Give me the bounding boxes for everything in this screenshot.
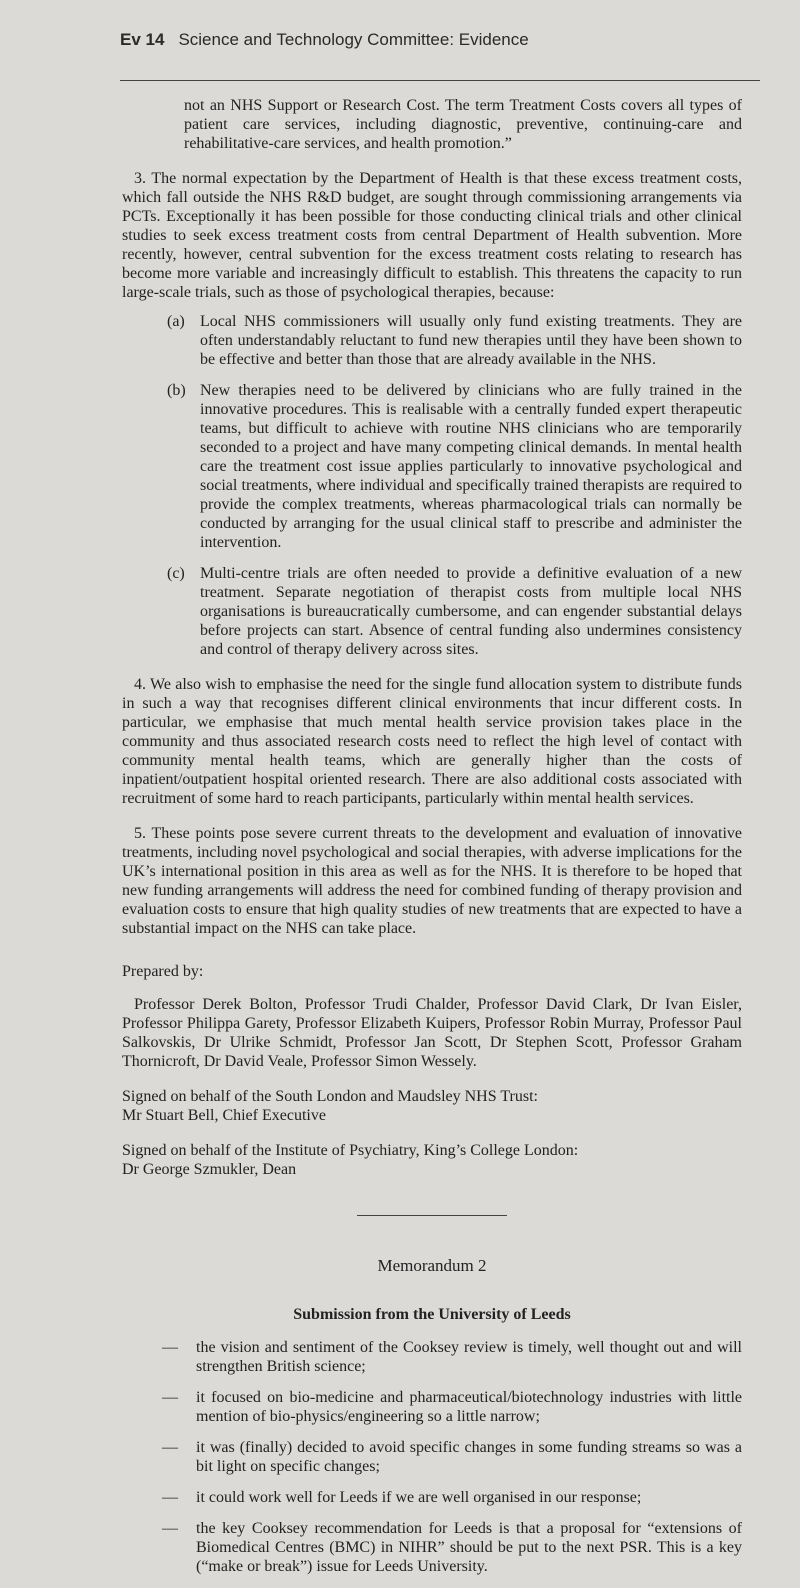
- bullet-item: [162, 1438, 742, 1476]
- section-divider: [357, 1215, 507, 1216]
- document-body: [122, 96, 742, 1588]
- signature-line: Signed on behalf of the South London and Maudsley NHS Trust:: [122, 1088, 538, 1105]
- page-number: Ev 14: [120, 30, 165, 49]
- memorandum-subtitle: Submission from the University of Leeds: [293, 1306, 571, 1323]
- signatory: Dr George Szmukler, Dean: [122, 1161, 297, 1178]
- dash-icon: —: [162, 1439, 178, 1456]
- running-head: [120, 30, 529, 50]
- bullet-item: [162, 1519, 742, 1576]
- bullet-text: it focused on bio-medicine and pharmaceutical/biotechnology industries with little mention of bio-physics/engineering so a little narrow;: [196, 1389, 742, 1425]
- item-label: (b): [167, 382, 186, 399]
- list-item-b: [167, 381, 742, 552]
- paragraph-5: 5. These points pose severe current threats to the development and evaluation of innovative treatments, including novel psychological and social therapies, with adverse implications for the UK’s international position in this area as well as for the NHS. It is therefore to be hoped that new funding arrangements will address the need for combined funding of therapy provision and evaluation costs to ensure that high quality studies of new treatments that are expected to have a substantial impact on the NHS can take place.: [122, 825, 742, 937]
- bullet-item: [162, 1338, 742, 1376]
- dash-icon: —: [162, 1489, 178, 1506]
- signature-line: Signed on behalf of the Institute of Psychiatry, King’s College London:: [122, 1142, 579, 1159]
- signature-block-trust: [122, 1087, 742, 1125]
- signatory: Mr Stuart Bell, Chief Executive: [122, 1107, 326, 1124]
- paragraph-3: 3. The normal expectation by the Department of Health is that these excess treatment costs, which fall outside the NHS R&D budget, are sought through commissioning arrangements via PCTs. Exceptionally it has been possible for those conducting clinical trials and other clinical studies to seek excess treatment costs from central Department of Health subvention. More recently, however, central subvention for the excess treatment costs relating to research has become more variable and increasingly difficult to establish. This threatens the capacity to run large-scale trials, such as those of psychological therapies, because:: [122, 170, 742, 301]
- bullet-item: [162, 1488, 742, 1507]
- item-label: (a): [167, 313, 185, 330]
- header-rule: [120, 80, 760, 81]
- item-label: (c): [167, 565, 185, 582]
- bullet-item: [162, 1388, 742, 1426]
- list-item-a: [167, 312, 742, 369]
- item-text: Multi-centre trials are often needed to provide a definitive evaluation of a new treatment. Separate negotiation of therapist costs from multiple local NHS organisations is bureaucratically cumbersome, and can engender substantial delays before projects can start. Absence of central funding also undermines consistency and control of therapy delivery across sites.: [200, 565, 742, 658]
- running-title: Science and Technology Committee: Evidence: [178, 30, 529, 49]
- paragraph-4: 4. We also wish to emphasise the need for the single fund allocation system to distribute funds in such a way that recognises different clinical environments that incur different costs. In particular, we emphasise that much mental health service provision takes place in the community and thus associated research costs need to reflect the high level of contact with community mental health teams, which are generally higher than the costs of inpatient/outpatient hospital oriented research. There are also additional costs associated with recruitment of some hard to reach participants, particularly within mental health services.: [122, 676, 742, 807]
- author-names: Professor Derek Bolton, Professor Trudi Chalder, Professor David Clark, Dr Ivan Eisler, Professor Philippa Garety, Professor Elizabeth Kuipers, Professor Robin Murray, Professor Paul Salkovskis, Dr Ulrike Schmidt, Professor Jan Scott, Dr Stephen Scott, Professor Graham Thornicroft, Dr David Veale, Professor Simon Wessely.: [122, 996, 742, 1070]
- dash-icon: —: [162, 1389, 178, 1406]
- dash-icon: —: [162, 1520, 178, 1537]
- bullet-text: it was (finally) decided to avoid specific changes in some funding streams so was a bit light on specific changes;: [196, 1439, 742, 1475]
- prepared-by-label: Prepared by:: [122, 963, 204, 980]
- bullet-text: it could work well for Leeds if we are well organised in our response;: [196, 1489, 642, 1506]
- bullet-text: the key Cooksey recommendation for Leeds is that a proposal for “extensions of Biomedical Centres (BMC) in NIHR” should be put to the next PSR. This is a key (“make or break”) issue for Leeds University.: [196, 1520, 742, 1575]
- signature-block-institute: [122, 1141, 742, 1179]
- memorandum-title: Memorandum 2: [377, 1256, 487, 1275]
- item-text: Local NHS commissioners will usually only fund existing treatments. They are often understandably reluctant to fund new therapies until they have been shown to be effective and better than those that are already available in the NHS.: [200, 313, 742, 368]
- item-text: New therapies need to be delivered by clinicians who are fully trained in the innovative procedures. This is realisable with a centrally funded expert therapeutic teams, but difficult to achieve with routine NHS clinicians who are temporarily seconded to a project and have many competing clinical demands. In mental health care the treatment cost issue applies particularly to innovative psychological and social treatments, where individual and specifically trained therapists are required to provide the complex treatments, whereas pharmacological trials can normally be conducted by arranging for the usual clinical staff to prescribe and administer the intervention.: [200, 382, 742, 551]
- bullet-text: the vision and sentiment of the Cooksey review is timely, well thought out and will strengthen British science;: [196, 1339, 742, 1375]
- list-item-c: [167, 564, 742, 659]
- dash-icon: —: [162, 1339, 178, 1356]
- quote-continuation: not an NHS Support or Research Cost. The term Treatment Costs covers all types of patient care services, including diagnostic, preventive, continuing-care and rehabilitative-care services, and health promotion.”: [184, 97, 742, 152]
